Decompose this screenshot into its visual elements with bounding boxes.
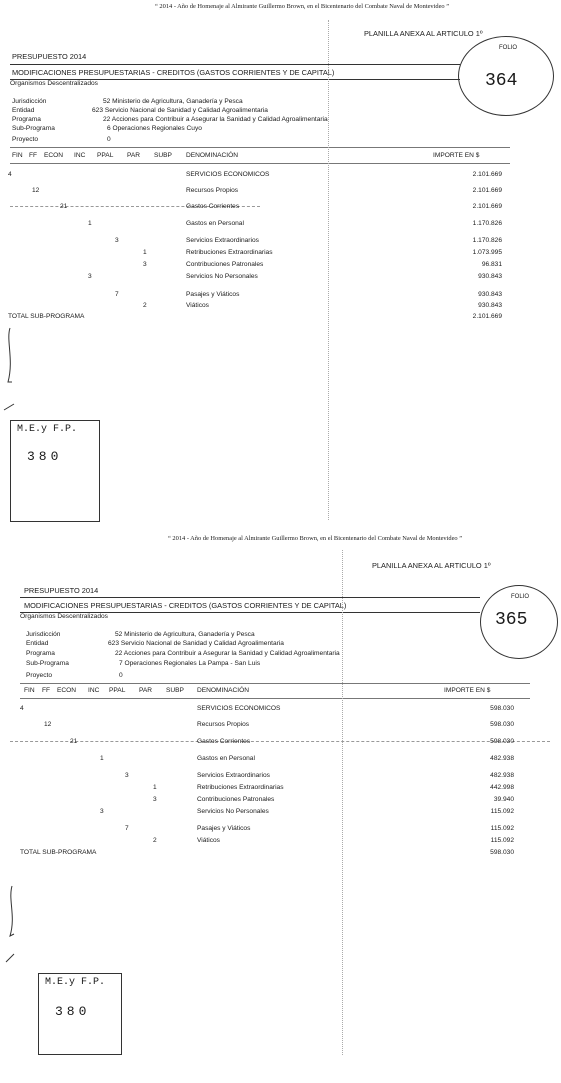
row-name: Viáticos (186, 302, 209, 309)
row-code: 12 (44, 721, 52, 728)
info-value: 52 Ministerio de Agricultura, Ganadería y Pesca (115, 631, 255, 638)
rule (10, 64, 460, 65)
info-value: 22 Acciones para Contribuir a Asegurar la Sanidad y Calidad Agroalimentaria (115, 650, 340, 657)
row-name: Pasajes y Viáticos (197, 825, 251, 832)
col-denominacion: DENOMINACIÓN (197, 687, 250, 694)
info-value: 623 Servicio Nacional de Sanidad y Calidad Agroalimentaria (92, 107, 268, 114)
modifications-title: MODIFICACIONES PRESUPUESTARIAS - CREDITOS (GASTOS CORRIENTES Y DE CAPITAL) (24, 601, 347, 610)
row-amount: 442.998 (490, 784, 514, 791)
total-label: TOTAL SUB-PROGRAMA (20, 849, 97, 856)
row-name: Gastos en Personal (197, 755, 255, 762)
row-amount: 1.170.826 (472, 220, 502, 227)
total-amount: 598.030 (490, 849, 514, 856)
col-econ: ECON (44, 152, 64, 159)
row-amount: 598.030 (490, 705, 514, 712)
info-label: Programa (12, 116, 41, 123)
col-par: PAR (127, 152, 141, 159)
stamp-value: 380 (27, 449, 63, 464)
info-label: Entidad (26, 640, 49, 647)
row-amount: 930.843 (478, 291, 502, 298)
row-amount: 930.843 (478, 273, 502, 280)
info-label: Proyecto (12, 136, 39, 143)
row-amount: 930.843 (478, 302, 502, 309)
row-name: Gastos Corrientes (197, 738, 251, 745)
folio-seal (480, 585, 558, 659)
row-amount: 482.938 (490, 755, 514, 762)
row-code: 3 (100, 808, 104, 815)
row-name: Servicios No Personales (197, 808, 269, 815)
row-amount: 115.092 (490, 825, 514, 832)
row-amount: 598.030 (490, 738, 514, 745)
row-amount: 39.940 (493, 796, 514, 803)
organism-type: Organismos Descentralizados (20, 613, 108, 620)
info-label: Sub-Programa (26, 660, 69, 667)
ministry-stamp (38, 973, 122, 1055)
info-value: 0 (119, 672, 123, 679)
info-value: 6 Operaciones Regionales Cuyo (107, 125, 202, 132)
rule (20, 597, 480, 598)
col-subp: SUBP (166, 687, 184, 694)
folio-seal (458, 36, 554, 116)
rule (10, 163, 510, 164)
row-amount: 1.073.995 (472, 249, 502, 256)
info-label: Entidad (12, 107, 35, 114)
row-name: Retribuciones Extraordinarias (197, 784, 284, 791)
row-code: 4 (20, 705, 24, 712)
fold-mark (328, 20, 329, 520)
annex-title: PLANILLA ANEXA AL ARTICULO 1º (364, 29, 483, 38)
info-label: Proyecto (26, 672, 53, 679)
info-value: 22 Acciones para Contribuir a Asegurar la Sanidad y Calidad Agroalimentaria (103, 116, 328, 123)
info-label: Jurisdicción (12, 98, 47, 105)
col-importe: IMPORTE EN $ (444, 687, 491, 694)
document-page-1 (0, 0, 561, 530)
row-amount: 115.092 (490, 837, 514, 844)
total-amount: 2.101.669 (472, 313, 502, 320)
row-amount: 96.831 (481, 261, 502, 268)
row-amount: 482.938 (490, 772, 514, 779)
row-name: Recursos Propios (197, 721, 250, 728)
info-value: 7 Operaciones Regionales La Pampa - San Luis (119, 660, 261, 667)
info-label: Programa (26, 650, 55, 657)
fold-mark (342, 550, 343, 1055)
row-name: Pasajes y Viáticos (186, 291, 240, 298)
seal-label: FOLIO (499, 45, 518, 51)
row-code: 4 (8, 171, 12, 178)
seal-number: 364 (485, 71, 518, 91)
row-name: Contribuciones Patronales (186, 261, 264, 268)
row-name: Servicios No Personales (186, 273, 258, 280)
row-name: SERVICIOS ECONOMICOS (197, 705, 281, 712)
row-code: 3 (88, 273, 92, 280)
row-code: 7 (125, 825, 129, 832)
row-name: Gastos en Personal (186, 220, 244, 227)
row-code: 3 (143, 261, 147, 268)
row-code: 3 (115, 237, 119, 244)
row-amount: 2.101.669 (472, 187, 502, 194)
info-value: 623 Servicio Nacional de Sanidad y Calidad Agroalimentaria (108, 640, 284, 647)
col-fin: FIN (24, 687, 35, 694)
budget-title: PRESUPUESTO 2014 (24, 586, 99, 595)
row-amount: 2.101.669 (472, 171, 502, 178)
info-label: Sub-Programa (12, 125, 55, 132)
row-name: Gastos Corrientes (186, 203, 240, 210)
seal-number: 365 (495, 610, 528, 630)
col-ff: FF (29, 152, 38, 159)
row-code: 21 (60, 203, 68, 210)
stamp-label: M.E.y F.P. (17, 424, 78, 435)
row-code: 2 (153, 837, 157, 844)
rule (20, 683, 530, 684)
organism-type: Organismos Descentralizados (10, 80, 98, 87)
col-econ: ECON (57, 687, 77, 694)
row-code: 1 (153, 784, 157, 791)
col-par: PAR (139, 687, 153, 694)
col-fin: FIN (12, 152, 23, 159)
row-amount: 598.030 (490, 721, 514, 728)
info-value: 52 Ministerio de Agricultura, Ganadería y Pesca (103, 98, 243, 105)
ministry-stamp (10, 420, 100, 522)
row-code: 2 (143, 302, 147, 309)
info-value: 0 (107, 136, 111, 143)
col-denominacion: DENOMINACIÓN (186, 152, 239, 159)
col-ppal: PPAL (109, 687, 126, 694)
col-inc: INC (88, 687, 100, 694)
rule (10, 147, 510, 148)
budget-title: PRESUPUESTO 2014 (12, 52, 87, 61)
row-name: Recursos Propios (186, 187, 239, 194)
row-code: 3 (125, 772, 129, 779)
row-code: 7 (115, 291, 119, 298)
row-amount: 2.101.669 (472, 203, 502, 210)
modifications-title: MODIFICACIONES PRESUPUESTARIAS - CREDITOS (GASTOS CORRIENTES Y DE CAPITAL) (12, 68, 335, 77)
col-ff: FF (42, 687, 51, 694)
row-name: SERVICIOS ECONOMICOS (186, 171, 270, 178)
stamp-label: M.E.y F.P. (45, 977, 106, 988)
row-code: 21 (70, 738, 78, 745)
total-label: TOTAL SUB-PROGRAMA (8, 313, 85, 320)
row-code: 3 (153, 796, 157, 803)
col-ppal: PPAL (97, 152, 114, 159)
row-code: 12 (32, 187, 40, 194)
annex-title: PLANILLA ANEXA AL ARTICULO 1º (372, 561, 491, 570)
row-amount: 115.092 (490, 808, 514, 815)
row-name: Viáticos (197, 837, 220, 844)
col-importe: IMPORTE EN $ (433, 152, 480, 159)
rule (20, 698, 530, 699)
row-name: Retribuciones Extraordinarias (186, 249, 273, 256)
document-page-2 (0, 530, 561, 1060)
info-label: Jurisdicción (26, 631, 61, 638)
signature-mark (0, 880, 30, 980)
seal-label: FOLIO (511, 594, 530, 600)
row-code: 1 (88, 220, 92, 227)
col-inc: INC (74, 152, 86, 159)
motto-line: “ 2014 - Año de Homenaje al Almirante Guillermo Brown, en el Bicentenario del Combate Naval de Montevideo ” (168, 535, 463, 542)
signature-mark (0, 320, 30, 420)
row-code: 1 (143, 249, 147, 256)
row-amount: 1.170.826 (472, 237, 502, 244)
row-name: Servicios Extraordinarios (186, 237, 259, 244)
row-code: 1 (100, 755, 104, 762)
row-name: Contribuciones Patronales (197, 796, 275, 803)
row-name: Servicios Extraordinarios (197, 772, 270, 779)
stamp-value: 380 (55, 1004, 91, 1019)
motto-line: “ 2014 - Año de Homenaje al Almirante Guillermo Brown, en el Bicentenario del Combate Naval de Montevideo ” (155, 3, 450, 10)
col-subp: SUBP (154, 152, 172, 159)
